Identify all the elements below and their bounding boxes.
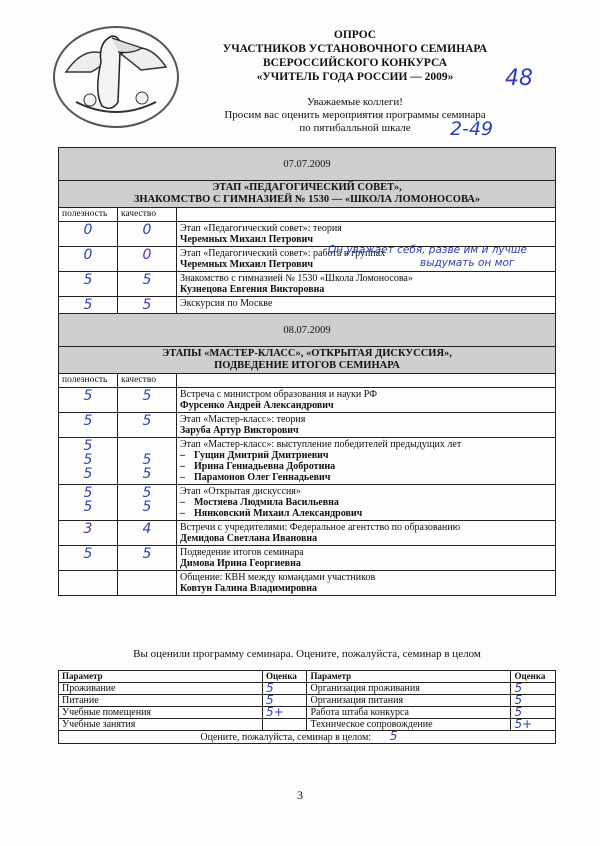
score-field[interactable]: 5+ [511,719,556,731]
section-title: ЭТАП «ПЕДАГОГИЧЕСКИЙ СОВЕТ», ЗНАКОМСТВО С ГИМНАЗИЕЙ № 1530 — «ШКОЛА ЛОМОНОСОВА» [59,181,556,208]
event-title: Этап «Мастер-класс»: теория [180,414,306,425]
event-title: Общение: КВН между командами участников [180,572,376,583]
mark[interactable]: 5 [83,272,93,288]
event-row [59,546,556,571]
mark[interactable]: 5 [83,452,93,468]
section-title: ЭТАПЫ «МАСТЕР-КЛАСС», «ОТКРЫТАЯ ДИСКУССИЯ», ПОДВЕДЕНИЕ ИТОГОВ СЕМИНАРА [59,347,556,374]
overall-row [59,731,556,744]
event-row [59,438,556,485]
event-person: Черемных Михаил Петрович [180,234,313,245]
intro-line: по пятибалльной шкале [299,122,411,134]
event-person: Фурсенко Андрей Александрович [180,400,334,411]
pelican-logo [46,22,186,132]
handwritten-comment: выдумать он мог [420,257,515,269]
score-field[interactable]: 5 [262,695,307,707]
intro-line: Уважаемые коллеги! [307,96,403,108]
page-number: 3 [297,788,303,802]
score-field[interactable]: 5+ [262,707,307,719]
day-date-row [59,148,556,181]
event-person: Ковтун Галина Владимировна [180,583,318,594]
event-row [59,413,556,438]
event-title: Экскурсия по Москве [180,298,273,309]
header-line: УЧАСТНИКОВ УСТАНОВОЧНОГО СЕМИНАРА [222,43,488,55]
score-field[interactable]: 5 [511,695,556,707]
mark[interactable]: 0 [142,247,152,263]
event-row [59,388,556,413]
mark[interactable]: 5 [142,499,152,515]
event-person: Черемных Михаил Петрович [180,259,313,270]
mark[interactable]: 5 [142,413,152,429]
evaluation-row: Учебные помещения 5+ Работа штаба конкурса 5 [59,707,556,719]
mark[interactable]: 5 [83,388,93,404]
handwritten-range: 2-49 [450,118,494,140]
mark[interactable]: 5 [83,485,93,501]
section-title-row [59,181,556,208]
mark[interactable]: 5 [142,546,152,562]
mark[interactable]: 5 [142,297,152,313]
intro-line: Просим вас оценить мероприятия программы семинара [224,109,486,121]
event-title: Подведение итогов семинара [180,547,304,558]
col-completeness: полезность [59,208,118,222]
mark[interactable]: 0 [142,222,152,238]
mark[interactable]: 5 [142,272,152,288]
day-date: 07.07.2009 [59,148,556,181]
score-field[interactable]: 5 [262,683,307,695]
header-line: «УЧИТЕЛЬ ГОДА РОССИИ — 2009» [256,71,454,83]
mark[interactable]: 5 [142,485,152,501]
event-person: – Гущин Дмитрий Дмитриевич [180,450,329,461]
overall-score[interactable]: 5 [389,729,398,743]
day-date: 08.07.2009 [59,314,556,347]
mark[interactable]: 5 [142,466,152,482]
section-title-row [59,347,556,374]
event-person: – Ирина Геннадьевна Добротина [180,461,336,472]
mark[interactable]: 4 [142,521,152,537]
score-field[interactable]: 5 [511,683,556,695]
mark[interactable]: 3 [83,521,93,537]
evaluation-question: Вы оценили программу семинара. Оцените, пожалуйста, семинар в целом [133,648,481,660]
event-title: Встреча с министром образования и науки РФ [180,389,378,400]
mark[interactable]: 5 [83,413,93,429]
event-person: – Нянковский Михаил Александрович [180,508,363,519]
day-date-row [59,314,556,347]
event-person: Димова Ирина Георгиевна [180,558,301,569]
mark[interactable]: 0 [83,222,93,238]
handwritten-comment: Он уважает себя, разве им и лучше [328,244,527,256]
mark[interactable]: 5 [83,499,93,515]
event-person: Демидова Светлана Ивановна [180,533,318,544]
header-line: ВСЕРОССИЙСКОГО КОНКУРСА [262,57,448,69]
handwritten-number: 48 [505,66,533,91]
event-person: Кузнецова Евгения Викторовна [180,284,325,295]
col-quality: качество [118,374,177,388]
overall-label: Оцените, пожалуйста, семинар в целом: [200,732,372,743]
survey-header [200,28,510,84]
col-completeness: полезность [59,374,118,388]
event-row [59,272,556,297]
header-line: ОПРОС [333,29,377,41]
mark[interactable]: 5 [83,297,93,313]
mark[interactable]: 5 [142,452,152,468]
event-title: Этап «Педагогический совет»: работа в группах [180,248,386,259]
score-field[interactable] [262,719,307,731]
mark[interactable]: 5 [83,546,93,562]
mark[interactable]: 5 [83,438,93,454]
event-person: – Парамонов Олег Геннадьевич [180,472,331,483]
program-table [58,147,556,596]
mark[interactable]: 5 [142,388,152,404]
event-title: Встречи с учредителями: Федеральное агентство по образованию [180,522,461,533]
score-field[interactable]: 5 [511,707,556,719]
col-score: Оценка [511,671,556,683]
col-quality: качество [118,208,177,222]
event-title: Этап «Мастер-класс»: выступление победителей предыдущих лет [180,439,462,450]
event-row [59,485,556,521]
evaluation-row: Проживание 5 Организация проживания 5 [59,683,556,695]
evaluation-row: Питание 5 Организация питания 5 [59,695,556,707]
event-row [59,222,556,247]
col-param: Параметр [307,671,511,683]
col-score: Оценка [262,671,307,683]
event-person: Заруба Артур Викторович [180,425,299,436]
mark[interactable]: 5 [83,466,93,482]
event-title: Этап «Открытая дискуссия» [180,486,301,497]
event-row [59,571,556,596]
col-param: Параметр [59,671,263,683]
event-title: Знакомство с гимназией № 1530 «Школа Ломоносова» [180,273,413,284]
event-row [59,297,556,314]
event-person: – Мостяева Людмила Васильевна [180,497,339,508]
evaluation-row: Учебные занятия Техническое сопровождение 5+ [59,719,556,731]
event-title: Этап «Педагогический совет»: теория [180,223,342,234]
event-row [59,521,556,546]
evaluation-table [58,670,556,744]
mark[interactable]: 0 [83,247,93,263]
